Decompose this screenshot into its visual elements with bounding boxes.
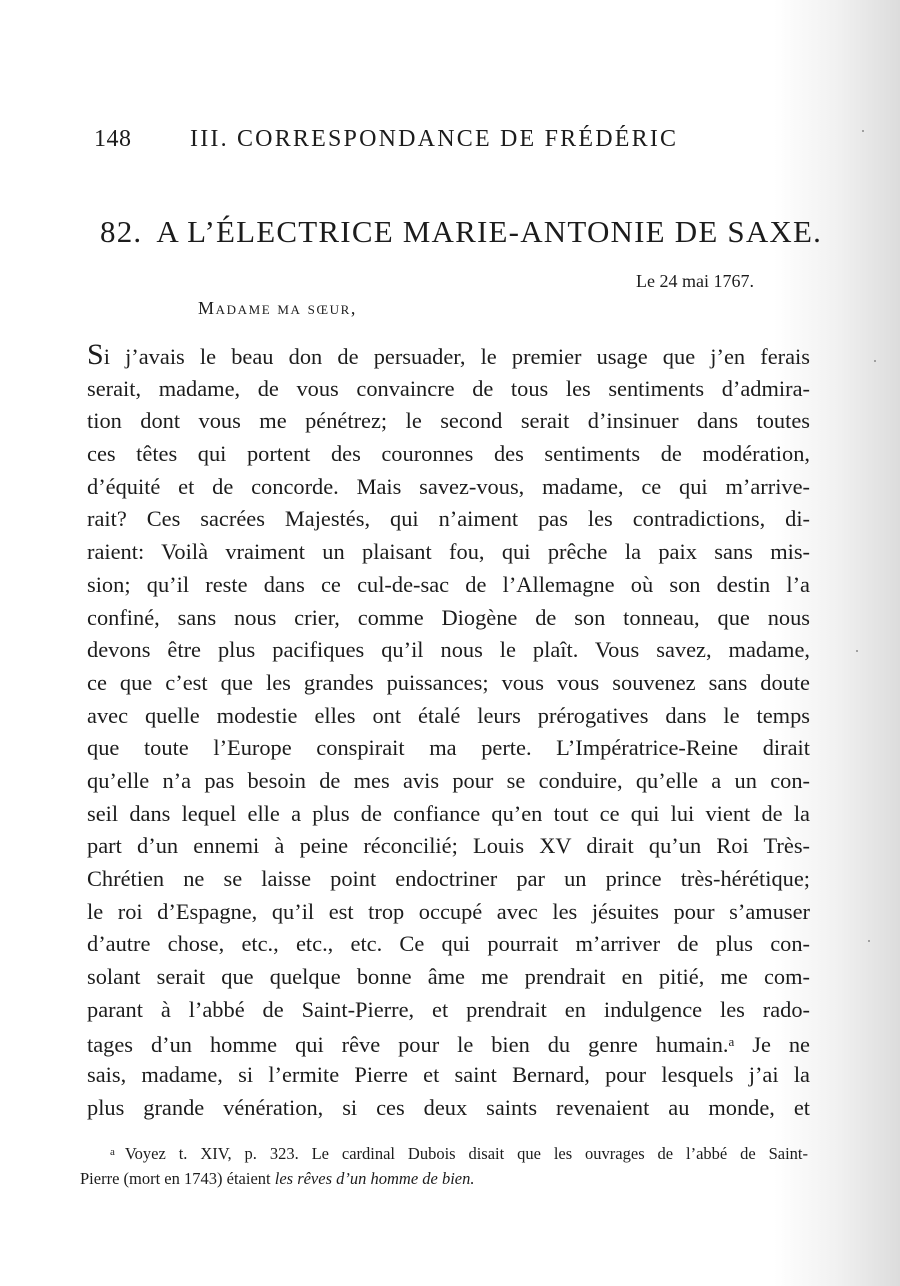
running-title: III. CORRESPONDANCE DE FRÉDÉRIC [190, 126, 679, 152]
body-line: part d’un ennemi à peine réconcilié; Louis XV dirait qu’un Roi Très- [87, 833, 810, 859]
body-line: Chrétien ne se laisse point endoctriner par un prince très-hérétique; [87, 866, 810, 891]
body-line: rait? Ces sacrées Majestés, qui n’aiment pas les contradictions, di- [87, 506, 810, 532]
footnote-marker: a [110, 1146, 115, 1158]
letter-number: 82. [100, 214, 143, 249]
running-head [94, 126, 794, 160]
letter-heading [100, 214, 823, 250]
body-line: sais, madame, si l’ermite Pierre et saint Bernard, pour lesquels j’ai la [87, 1062, 810, 1088]
body-line: avec quelle modestie elles ont étalé leurs prérogatives dans le temps [87, 702, 810, 728]
page-specks [852, 120, 882, 1020]
body-line: le roi d’Espagne, qu’il est trop occupé avec les jésuites pour s’amuser [87, 898, 810, 924]
letter-body [87, 340, 810, 1125]
footnote-line: Pierre (mort en 1743) étaient les rêves d’un homme de bien. [80, 1169, 475, 1188]
body-line: raient: Voilà vraiment un plaisant fou, qui prêche la paix sans mis- [87, 539, 810, 565]
body-line: d’autre chose, etc., etc., etc. Ce qui pourrait m’arriver de plus con- [87, 931, 810, 957]
body-line: serait, madame, de vous convaincre de tous les sentiments d’admira- [87, 375, 810, 401]
footnote-reference[interactable]: a [728, 1034, 735, 1050]
body-line: sion; qu’il reste dans ce cul-de-sac de l’Allemagne où son destin l’a [87, 571, 810, 597]
body-line: solant serait que quelque bonne âme me prendrait en pitié, me com- [87, 964, 810, 990]
speck [856, 650, 858, 652]
footnote-line: $^a$ Voyez t. XIV, p. 323. Le cardinal Dubois disait que les ouvrages de l’abbé de Saint- [110, 1144, 808, 1163]
body-line: ces têtes qui portent des couronnes des sentiments de modération, [87, 441, 810, 467]
page-number: 148 [94, 126, 132, 152]
initial-letter: S [87, 338, 104, 371]
body-line: parant à l’abbé de Saint-Pierre, et prendrait en indulgence les rado- [87, 996, 810, 1022]
body-line: tion dont vous me pénétrez; le second serait d’insinuer dans toutes [87, 408, 810, 434]
salutation: Madame ma sœur, [198, 298, 357, 318]
footnote [80, 1140, 808, 1191]
letter-date: Le 24 mai 1767. [636, 271, 754, 291]
letter-title: A L’ÉLECTRICE MARIE-ANTONIE DE SAXE. [156, 214, 823, 249]
body-line: seil dans lequel elle a plus de confiance qu’en tout ce qui lui vient de la [87, 800, 810, 826]
body-line: qu’elle n’a pas besoin de mes avis pour se conduire, qu’elle a un con- [87, 767, 810, 793]
body-line: plus grande vénération, si ces deux saints revenaient au monde, et [87, 1094, 810, 1120]
footnote-italic-quote: les rêves d’un homme de bien. [274, 1169, 475, 1188]
body-line: tages d’un homme qui rêve pour le bien du genre humain.$^a$ Je ne [87, 1032, 810, 1058]
body-line: Si j’avais le beau don de persuader, le premier usage que j’en ferais [87, 338, 810, 371]
speck [874, 360, 876, 362]
speck [868, 940, 870, 942]
speck [862, 130, 864, 132]
body-line: que toute l’Europe conspirait ma perte. L’Impératrice-Reine dirait [87, 735, 810, 761]
body-line: ce que c’est que les grandes puissances; vous vous souvenez sans doute [87, 669, 810, 695]
body-line: d’équité et de concorde. Mais savez-vous, madame, ce qui m’arrive- [87, 473, 810, 499]
body-line: devons être plus pacifiques qu’il nous le plaît. Vous savez, madame, [87, 637, 810, 663]
body-line: confiné, sans nous crier, comme Diogène de son tonneau, que nous [87, 604, 810, 630]
